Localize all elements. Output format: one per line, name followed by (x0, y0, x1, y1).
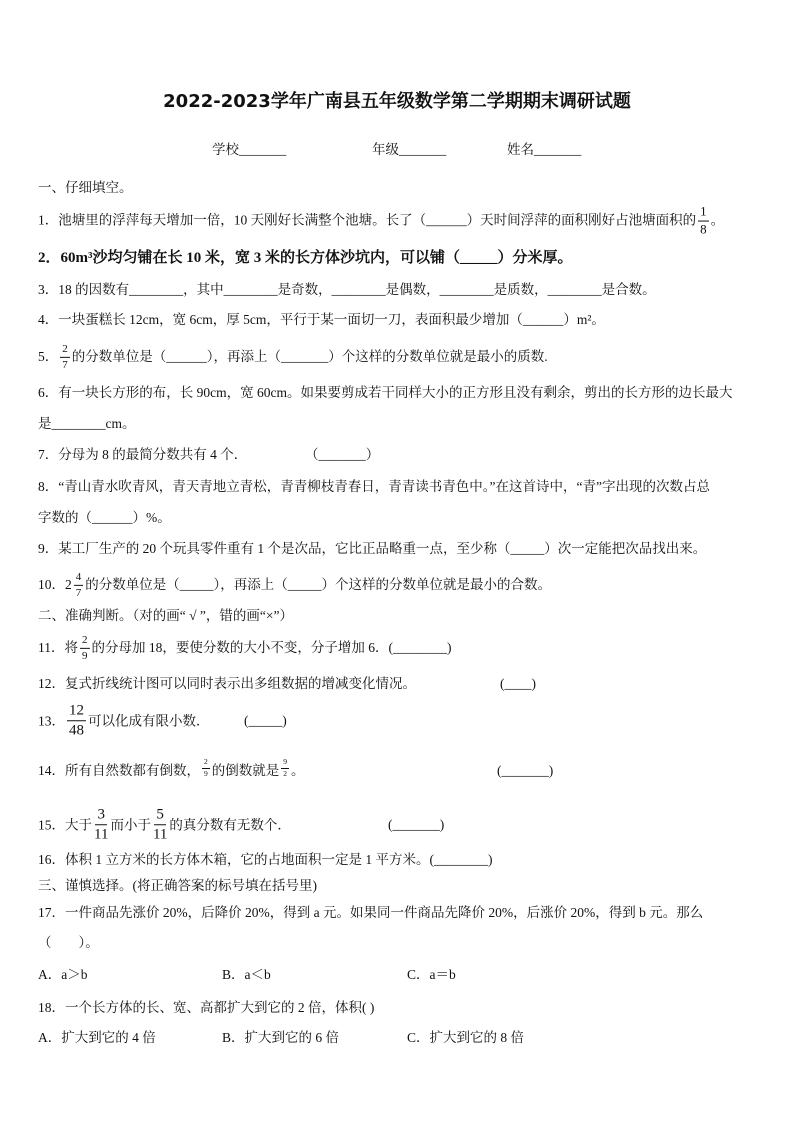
answer-blank: (____) (500, 676, 536, 691)
question-text-middle: 而小于 (110, 817, 151, 832)
answer-blank: (_______) (497, 763, 554, 778)
fraction-numerator: 12 (67, 702, 86, 721)
question-text: 14．所有自然数都有倒数， (38, 763, 200, 778)
question-number: 10． (38, 577, 65, 592)
question-16: 16．体积 1 立方米的长方体木箱，它的占地面积一定是 1 平方米。(________) (38, 852, 493, 867)
option-b: B．a＜b (222, 967, 271, 982)
answer-blank: (_____) (244, 713, 287, 728)
question-17-line-1: 17．一件商品先涨价 20%，后降价 20%，得到 a 元。如果同一件商品先降价 20%，后涨价 20%，得到 b 元。那么 (38, 905, 704, 920)
fraction-numerator: 2 (60, 343, 70, 358)
option-b: B．扩大到它的 6 倍 (222, 1030, 340, 1045)
question-4: 4．一块蛋糕长 12cm，宽 6cm，厚 5cm，平行于某一面切一刀，表面积最少增加（______）m²。 (38, 312, 605, 327)
question-18: 18．一个长方体的长、宽、高都扩大到它的 2 倍，体积( ) (38, 1000, 375, 1015)
question-text-end: 的分母加 18，要使分数的大小不变，分子增加 6．(________) (91, 640, 452, 655)
question-text: 11．将 (38, 640, 78, 655)
question-5 (38, 343, 548, 371)
question-text-end: 的真分数有无数个． (169, 817, 291, 832)
option-a: A．扩大到它的 4 倍 (38, 1030, 156, 1045)
question-number: 13． (38, 713, 65, 728)
question-text-end: 。 (291, 763, 305, 778)
fraction-denominator: 7 (75, 586, 82, 599)
question-text-middle: 的倒数就是 (211, 763, 280, 778)
fraction (60, 343, 70, 371)
fraction-denominator: 48 (69, 722, 84, 739)
fraction-denominator: 11 (94, 826, 109, 843)
fraction-denominator: 11 (152, 826, 168, 843)
section-heading-3: 三、谨慎选择。(将正确答案的标号填在括号里) (38, 878, 317, 893)
question-text: 15．大于 (38, 817, 92, 832)
question-13 (38, 702, 210, 740)
fraction (281, 758, 289, 778)
question-6-line-1: 6．有一块长方形的布，长 90cm，宽 60cm。如果要剪成若干同样大小的正方形且没有剩余，剪出的长方形的边长最大 (38, 385, 733, 400)
question-17-line-2: （ ）。 (38, 935, 99, 950)
question-number: 5． (38, 349, 59, 364)
question-8-line-1: 8．“青山青水吹青风，青天青地立青松，青青柳枝青春日，青青读书青色中。”在这首诗中，“青”字出现的次数占总 (38, 479, 710, 494)
fraction (80, 634, 90, 662)
fraction (698, 205, 709, 238)
question-11 (38, 634, 452, 662)
question-text: 1．池塘里的浮萍每天增加一倍，10 天刚好长满整个池塘。长了（______）天时间浮萍的面积刚好占池塘面积的 (38, 213, 697, 228)
question-15 (38, 806, 291, 844)
question-3: 3．18 的因数有________，其中________是奇数，________是偶数，________是质数，________是合数。 (38, 282, 656, 297)
question-14 (38, 756, 305, 780)
question-text: 的分数单位是（_____），再添上（_____）个这样的分数单位就是最小的合数。 (85, 577, 551, 592)
answer-blank: (_______) (388, 817, 445, 832)
question-12: 12．复式折线统计图可以同时表示出多组数据的增减变化情况。 (38, 676, 416, 691)
question-10 (38, 571, 551, 599)
fraction-numerator: 4 (74, 571, 84, 586)
fraction-numerator: 5 (154, 806, 166, 825)
fraction-denominator: 9 (82, 649, 88, 662)
fraction (67, 702, 86, 740)
option-a: A．a＞b (38, 967, 88, 982)
fraction-numerator: 1 (698, 205, 709, 222)
question-8-line-2: 字数的（______）%。 (38, 510, 171, 525)
fraction-denominator: 2 (283, 768, 287, 778)
option-c: C．扩大到它的 8 倍 (407, 1030, 525, 1045)
fraction-denominator: 8 (700, 221, 707, 237)
grade-field: 年级_______ (372, 142, 447, 157)
fraction-denominator: 9 (204, 768, 208, 778)
question-9: 9．某工厂生产的 20 个玩具零件重有 1 个是次品，它比正品略重一点，至少称（_____）次一定能把次品找出来。 (38, 541, 707, 556)
question-2: 2．60m³沙均匀铺在长 10 米，宽 3 米的长方体沙坑内，可以铺（_____）分米厚。 (38, 250, 573, 266)
answer-blank: （_______） (305, 447, 380, 462)
option-c: C．a＝b (407, 967, 456, 982)
question-text: 的分数单位是（______），再添上（_______）个这样的分数单位就是最小的质数. (71, 349, 548, 364)
fraction-numerator: 9 (281, 758, 289, 769)
fraction-denominator: 7 (62, 358, 68, 371)
fraction (94, 806, 108, 844)
school-field: 学校_______ (212, 142, 287, 157)
fraction (153, 806, 167, 844)
section-heading-1: 一、仔细填空。 (38, 180, 133, 195)
fraction-numerator: 3 (95, 806, 107, 825)
mixed-number-whole: 2 (65, 577, 72, 592)
question-7: 7．分母为 8 的最简分数共有 4 个． (38, 447, 248, 462)
question-1 (38, 205, 724, 238)
name-field: 姓名_______ (507, 142, 582, 157)
fraction-numerator: 2 (80, 634, 90, 649)
question-text: 可以化成有限小数． (88, 713, 210, 728)
fraction-numerator: 2 (202, 758, 210, 769)
question-text-end: 。 (710, 213, 725, 228)
page-title: 2022-2023学年广南县五年级数学第二学期期末调研试题 (163, 91, 631, 112)
question-6-line-2: 是________cm。 (38, 416, 136, 431)
section-heading-2: 二、准确判断。（对的画“ √ ”，错的画“×”） (38, 608, 293, 623)
fraction (202, 758, 210, 778)
fraction (74, 571, 84, 599)
